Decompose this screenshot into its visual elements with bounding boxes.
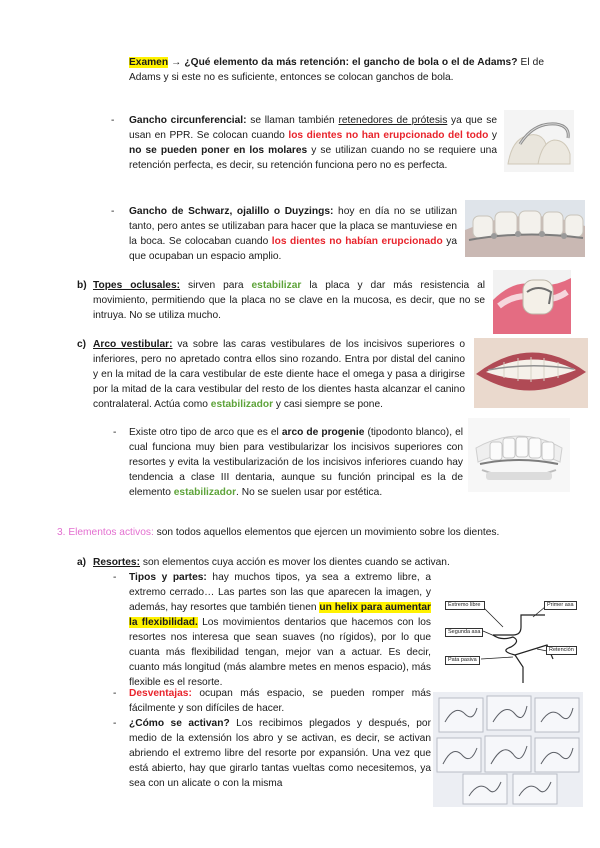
resortes-title: Resortes: <box>93 557 140 568</box>
activos-paragraph <box>57 525 543 540</box>
progenie-arch-image <box>468 418 570 492</box>
activos-heading: 3. Elementos activos: <box>57 527 154 538</box>
topes-green: estabilizar <box>251 280 302 291</box>
activan-title: ¿Cómo se activan? <box>129 718 230 729</box>
occlusal-rest-image <box>493 270 571 334</box>
spring-activation-photos <box>433 692 583 807</box>
intro-paragraph <box>129 55 544 85</box>
tipos-text-2: Los movimientos dentarios que hacemos con los resortes nos interesa que sean suaves (no rígidos), por lo que cuanta más flexibilidad tengan, mejor van a actuar. Es decir, cuanto más longitud (más alambre metes en menos espacio), más flexible es el resorte. <box>129 617 431 688</box>
activos-text: son todos aquellos elementos que ejercen un movimiento sobre los dientes. <box>156 527 500 538</box>
intro-question: ¿Qué elemento da más retención: el gancho de bola o el de Adams? <box>184 57 518 68</box>
list-marker-a: a) <box>77 557 87 568</box>
progenie-text-3: . No se suelen usar por estética. <box>236 487 383 498</box>
vestibular-arch-image <box>474 338 588 408</box>
gancho-circ-bold: no se pueden poner en los molares <box>129 145 308 156</box>
progenie-green: estabilizador <box>173 487 237 498</box>
gancho-schwarz-red: los dientes no habían erupcionado <box>271 236 443 247</box>
progenie-text-1: Existe otro tipo de arco que es el <box>129 427 279 438</box>
diagram-label-pata-pasiva: Pata pasiva <box>445 656 480 665</box>
intro-answer: El de Adams y si este no es suficiente, entonces se colocan ganchos de bola. <box>129 57 544 83</box>
list-marker-c: c) <box>77 339 87 350</box>
bullet-dash: - <box>113 572 117 583</box>
list-marker-b: b) <box>77 280 87 291</box>
spring-parts-diagram <box>441 597 584 689</box>
tipos-highlight: un helix para aumentar la flexibilidad. <box>129 602 431 628</box>
bullet-dash: - <box>113 427 117 438</box>
bullet-dash: - <box>113 718 117 729</box>
diagram-label-segunda-asa: Segunda asa <box>445 628 483 637</box>
gancho-schwarz-paragraph <box>129 204 457 264</box>
resortes-text: son elementos cuya acción es mover los dientes cuando se activan. <box>142 557 450 568</box>
arco-text-2: y casi siempre se pone. <box>275 399 383 410</box>
tipos-paragraph <box>129 570 431 690</box>
gancho-schwarz-title: Gancho de Schwarz, ojalillo o Duyzings: <box>129 206 334 217</box>
circumferential-clasp-image <box>504 110 574 172</box>
arrow-icon: → <box>171 57 182 68</box>
desventajas-text: ocupan más espacio, se pueden romper más fácilmente y son difíciles de hacer. <box>129 688 431 714</box>
desventajas-title: Desventajas: <box>129 688 192 699</box>
resortes-paragraph <box>93 555 543 570</box>
gancho-circ-text-3: y <box>491 130 497 141</box>
gancho-schwarz-text-2: ya que ocupaban un espacio amplio. <box>129 236 457 262</box>
activan-paragraph <box>129 716 431 791</box>
schwarz-clasp-image <box>465 200 585 257</box>
progenie-paragraph <box>129 425 463 500</box>
gancho-circ-text-4: y se utilizan cuando no se requiere una retención perfecta, es decir, su retención funciona pero no es perfecta. <box>129 145 497 171</box>
diagram-label-primer-asa: Primer asa <box>544 601 577 610</box>
gancho-circ-red: los dientes no han erupcionado del todo <box>288 130 489 141</box>
topes-text-1: sirven para <box>188 280 244 291</box>
progenie-bold: arco de progenie <box>281 427 365 438</box>
bullet-dash: - <box>111 115 115 126</box>
bullet-dash: - <box>111 206 115 217</box>
gancho-circ-text-2: ya que se usan en PPR. Se colocan cuando <box>129 115 497 141</box>
examen-label: Examen <box>129 57 169 68</box>
gancho-circunferencial-paragraph <box>129 113 497 173</box>
topes-paragraph <box>93 278 485 323</box>
desventajas-paragraph <box>129 686 431 716</box>
gancho-circ-text-1: se llaman también <box>250 115 335 126</box>
arco-green: estabilizador <box>210 399 274 410</box>
activan-text: Los recibimos plegados y después, por medio de la extensión los abro y se activan, es decir, se activan abriendo el extremo libre del resorte por expansión. Una vez que está abierto, hay que girarlo tantas vueltas como necesitemos, ya sea con un alicate o con la misma <box>129 718 431 789</box>
arco-text-1: va sobre las caras vestibulares de los incisivos superiores o inferiores, pero no apretado contra ellos sino rozando. Entra por distal del canino y en la mitad de la cara vestibular de este diente hace el omega y pasa a dirigirse por la mitad de la cara vestibular del resto de los dientes hasta alcanzar el canino contralateral. Actúa como <box>93 339 465 410</box>
diagram-label-extremo-libre: Extremo libre <box>445 601 485 610</box>
gancho-circ-title: Gancho circunferencial: <box>129 115 247 126</box>
tipos-text-1: hay muchos tipos, ya sea a extremo libre, a extremo cerrado… Las partes son las que aparecen la imagen, y además, hay resortes que también tienen <box>129 572 431 613</box>
topes-text-2: la placa y dar más resistencia al movimiento, permitiendo que la placa no se clave en la mucosa, es decir, que no se intruya. No se utiliza mucho. <box>93 280 486 321</box>
bullet-dash: - <box>113 688 117 699</box>
diagram-label-retencion: Retención <box>546 646 577 655</box>
progenie-text-2: (tipodonto blanco), el cual funciona muy bien para vestibularizar los incisivos superiores con resortes y evita la vestibularización de los incisivos inferiores cuando hay tendencia a clase III dentaria, aunque su función principal es la de elemento <box>129 427 463 498</box>
topes-title: Topes oclusales: <box>93 280 181 291</box>
gancho-circ-term: retenedores de prótesis <box>338 115 448 126</box>
arco-paragraph <box>93 337 465 412</box>
tipos-title: Tipos y partes: <box>129 572 207 583</box>
arco-title: Arco vestibular: <box>93 339 173 350</box>
gancho-schwarz-text-1: hoy en día no se utilizan tanto, pero antes se utilizaban para hacer que la placa se mantuviese en la boca. Se colocaban cuando <box>129 206 457 247</box>
